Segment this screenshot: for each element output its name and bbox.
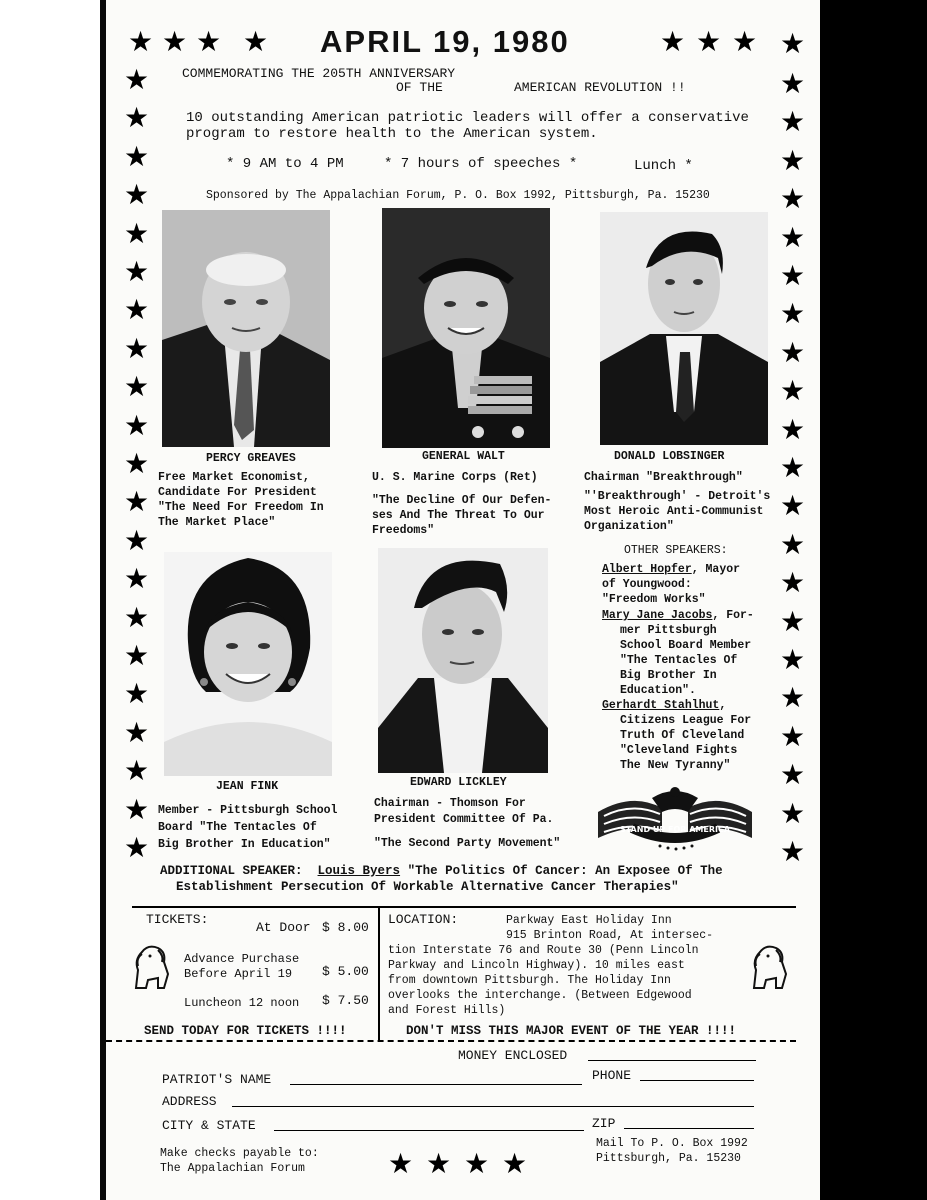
border-star: ★ (780, 105, 806, 139)
checks-payable-note: Make checks payable to: The Appalachian Forum (160, 1147, 319, 1175)
mail-to-address: Mail To P. O. Box 1992 Pittsburgh, Pa. 15230 (596, 1137, 748, 1165)
border-star: ★ (780, 604, 806, 638)
border-star: ★ (124, 216, 150, 250)
border-star: ★ (780, 412, 806, 446)
ticket-advance-label: Advance Purchase Before April 19 (184, 952, 300, 981)
dont-miss-text: DON'T MISS THIS MAJOR EVENT OF THE YEAR !!!! (402, 1024, 740, 1038)
other-speaker-gerhardt-stahlhut: Gerhardt Stahlhut, Citizens League For Truth Of Cleveland "Cleveland Fights The New Tyranny" (602, 699, 752, 772)
border-star: ★ (124, 178, 150, 212)
border-star: ★ (124, 139, 150, 173)
border-star: ★ (780, 489, 806, 523)
border-star: ★ (124, 831, 150, 864)
border-star: ★ (124, 639, 150, 672)
speaker-name-donald-lobsinger: DONALD LOBSINGER (614, 450, 725, 463)
border-star: ★ (124, 293, 150, 327)
speaker-name-edward-lickley: EDWARD LICKLEY (410, 776, 507, 789)
additional-speaker-line: ADDITIONAL SPEAKER: Louis Byers "The Politics Of Cancer: An Exposee Of The (160, 864, 723, 878)
sponsor-line: Sponsored by The Appalachian Forum, P. O. Box 1992, Pittsburgh, Pa. 15230 (206, 189, 710, 202)
commemoration-revolution: AMERICAN REVOLUTION !! (514, 80, 686, 95)
cut-line (106, 1040, 796, 1042)
intro-line-2: program to restore health to the American system. (186, 126, 598, 142)
money-enclosed-label: MONEY ENCLOSED (458, 1048, 568, 1063)
border-star: ★ (124, 600, 150, 634)
zip-field[interactable] (624, 1128, 754, 1129)
border-star: ★ (124, 63, 150, 96)
divider-top (132, 906, 796, 908)
border-star: ★ (124, 715, 150, 749)
border-star: ★ (124, 447, 150, 480)
border-star: ★ (780, 566, 806, 600)
phone-label: PHONE (592, 1068, 632, 1083)
location-address: 915 Brinton Road, At intersec- tion Interstate 76 and Route 30 (Penn Lincoln Parkway and Lincoln Highway). 10 miles east from downtown Pittsburgh. The Holiday Inn overlooks the interchange. (Between Edgewood and Forest Hills) (388, 929, 714, 1017)
border-star: ★ (780, 681, 806, 715)
other-speaker-albert-hopfer: Albert Hopfer, Mayor of Youngwood: "Freedom Works" (602, 563, 741, 606)
border-star: ★ (780, 451, 806, 484)
send-today-text: SEND TODAY FOR TICKETS !!!! (140, 1024, 351, 1038)
money-enclosed-field[interactable] (588, 1060, 756, 1061)
other-speaker-mary-jane-jacobs: Mary Jane Jacobs, For- mer Pittsburgh School Board Member "The Tentacles Of Big Brother In Education". (602, 609, 754, 697)
border-star: ★ (780, 297, 806, 331)
border-star: ★ (780, 143, 806, 177)
ticket-door-price: $ 8.00 (322, 920, 369, 935)
donald-lobsinger-photo (600, 212, 768, 445)
border-star: ★ (780, 259, 806, 292)
speaker-name-percy-greaves: PERCY GREAVES (206, 452, 296, 465)
border-star: ★ (124, 792, 150, 826)
speaker-desc-donald-lobsinger: Chairman "Breakthrough" "'Breakthrough' - Detroit's Most Heroic Anti-Communist Organization" (584, 471, 771, 533)
border-star: ★ (124, 370, 150, 404)
left-scan-margin (0, 0, 106, 1200)
border-star: ★ (124, 523, 150, 557)
speaker-name-general-walt: GENERAL WALT (422, 450, 505, 463)
schedule-speeches: * 7 hours of speeches * (384, 156, 578, 172)
border-star: ★ (780, 719, 806, 753)
speaker-desc-edward-lickley: Chairman - Thomson For President Committee Of Pa. "The Second Party Movement" (374, 797, 561, 850)
divider-vertical (378, 906, 380, 1040)
border-star: ★ (780, 758, 806, 792)
svg-text:STAND UP FOR AMERICA: STAND UP FOR AMERICA (619, 825, 731, 834)
schedule-hours: * 9 AM to 4 PM (226, 156, 344, 172)
tickets-label: TICKETS: (146, 912, 209, 927)
flyer-sheet: ★ ★ ★ ★ ★ ★ ★ ★ ★ ★ ★ ★ ★ ★ ★ ★ ★ ★ ★ ★ ★ ★ ★ ★ ★ ★ ★ ★ ★ ★ ★ ★ ★ ★ ★ ★ ★ ★ ★ ★ ★ ★ ★ ★ ★ ★ ★ ★ ★ ★ APRIL 19, 1980 COMMEMORATING THE 205TH ANNIVERSARY OF THE AMERICAN REVOLUTION !! 10 outstanding American patriotic leaders will offer a conservative program to restore health to the American system. * 9 AM to 4 PM * 7 hours of speeches * Lunch * Sponsored by The Appalachian Forum, P. O. Box 1992, Pittsburgh, Pa. 15230 PERCY GREAVES Free Market Economist, Candidate For President "The Need For Freedom In The Market Place" GENERAL WALT U. S. Marine Corps (Ret) "The Decline Of Our Defen- ses And The Threat To Our Freedoms" DONALD LOBSINGER Chairman "Breakthrough" "'Breakthrough' - Detroit's Most Heroic Anti-Communist Organization" OTHER SPEAKERS: Albert Hopfer, Mayor of Youngwood: "Freedom Works" Mary Jane Jacobs, For- mer Pittsburgh School Board Member "The Tentacles Of Big Brother In Education". Gerhardt Stahlhut, Citizens League For Truth Of Cleveland "Cleveland Fights The New Tyranny" JEAN FINK Member - Pittsburgh School Board "The Tentacles Of Big Brother In Education" EDWARD LICKLEY Chairman - Thomson For President Committee Of Pa. "The Second Party Movement" STAND UP FOR AMERICA ADDITIONAL SPEAKER: Louis Byers "The Politics Of Cancer: An Exposee Of The Establishment Persecution Of Workable Alternative Cancer Therapies" TICKETS: At Door $ 8.00 Advance Purchase Before April 19 $ 5.00 Luncheon 12 noon $ 7.50 LOCATION: Parkway East Holiday Inn 915 Brinton Road, At intersec- tion Interstate 76 and Route 30 (Penn Lincoln Parkway and Lincoln Highway). 10 miles east from downtown Pittsburgh. The Holiday Inn overlooks the interchange. (Between Edgewood and Forest Hills) SEND TODAY FOR TICKETS !!!! DON'T MISS THIS MAJOR EVENT OF THE YEAR !!!! MONEY ENCLOSED PATRIOT'S NAME PHONE ADDRESS CITY & STATE ZIP Make checks payable to: The Appalachian Forum ★ ★ ★ ★ Mail To P. O. Box 1992 Pittsburgh, Pa. 15230 (106, 0, 820, 1200)
zip-label: ZIP (592, 1116, 616, 1131)
border-star: ★ (124, 485, 150, 519)
location-line-1: Parkway East Holiday Inn (506, 914, 672, 927)
intro-line-1: 10 outstanding American patriotic leaders will offer a conservative (186, 110, 749, 126)
additional-speaker-talk: Establishment Persecution Of Workable Alternative Cancer Therapies" (176, 880, 679, 894)
schedule-lunch: Lunch * (634, 158, 693, 174)
border-star: ★ (780, 796, 806, 830)
border-star: ★ (780, 527, 806, 561)
percy-greaves-photo (162, 210, 330, 447)
border-star: ★ (780, 374, 806, 408)
event-date: APRIL 19, 1980 (320, 24, 570, 59)
border-star: ★ (780, 643, 806, 676)
border-star: ★ (780, 182, 806, 216)
other-speakers-heading: OTHER SPEAKERS: (624, 544, 728, 557)
border-star: ★ (124, 408, 150, 442)
border-star: ★ (124, 255, 150, 288)
border-star: ★ (124, 677, 150, 711)
edward-lickley-photo (378, 548, 548, 773)
border-star: ★ (780, 335, 806, 369)
border-star: ★ (124, 754, 150, 788)
lion-icon-right (746, 940, 792, 992)
patriot-name-label: PATRIOT'S NAME (162, 1072, 272, 1087)
border-star: ★ (124, 101, 150, 135)
ticket-door-label: At Door (256, 920, 311, 935)
ticket-luncheon-label: Luncheon 12 noon (184, 996, 300, 1010)
border-star: ★ (124, 331, 150, 365)
border-star: ★ (780, 835, 806, 868)
city-state-label: CITY & STATE (162, 1118, 256, 1133)
border-star: ★ (780, 67, 806, 100)
phone-field[interactable] (640, 1080, 754, 1081)
speaker-desc-general-walt: U. S. Marine Corps (Ret) "The Decline Of Our Defen- ses And The Threat To Our Freedoms" (372, 471, 552, 537)
address-field[interactable] (232, 1106, 754, 1107)
commemoration-of-the: OF THE (396, 80, 443, 95)
ticket-advance-price: $ 5.00 (322, 964, 369, 979)
border-star: ★ (780, 220, 806, 254)
lion-icon-left (128, 940, 174, 992)
city-state-field[interactable] (274, 1130, 584, 1131)
general-walt-photo (382, 208, 550, 448)
speaker-desc-percy-greaves: Free Market Economist, Candidate For President "The Need For Freedom In The Market Place" (158, 471, 324, 529)
ticket-luncheon-price: $ 7.50 (322, 993, 369, 1008)
patriot-name-field[interactable] (290, 1084, 582, 1085)
speaker-desc-jean-fink: Member - Pittsburgh School Board "The Tentacles Of Big Brother In Education" (158, 804, 338, 851)
jean-fink-photo (164, 552, 332, 776)
stand-up-for-america-emblem (592, 782, 758, 854)
location-label: LOCATION: (388, 912, 459, 927)
address-label: ADDRESS (162, 1094, 217, 1109)
speaker-name-jean-fink: JEAN FINK (216, 780, 279, 793)
commemoration-line: COMMEMORATING THE 205TH ANNIVERSARY (182, 66, 456, 81)
right-scan-margin (820, 0, 927, 1200)
border-star: ★ (124, 562, 150, 596)
